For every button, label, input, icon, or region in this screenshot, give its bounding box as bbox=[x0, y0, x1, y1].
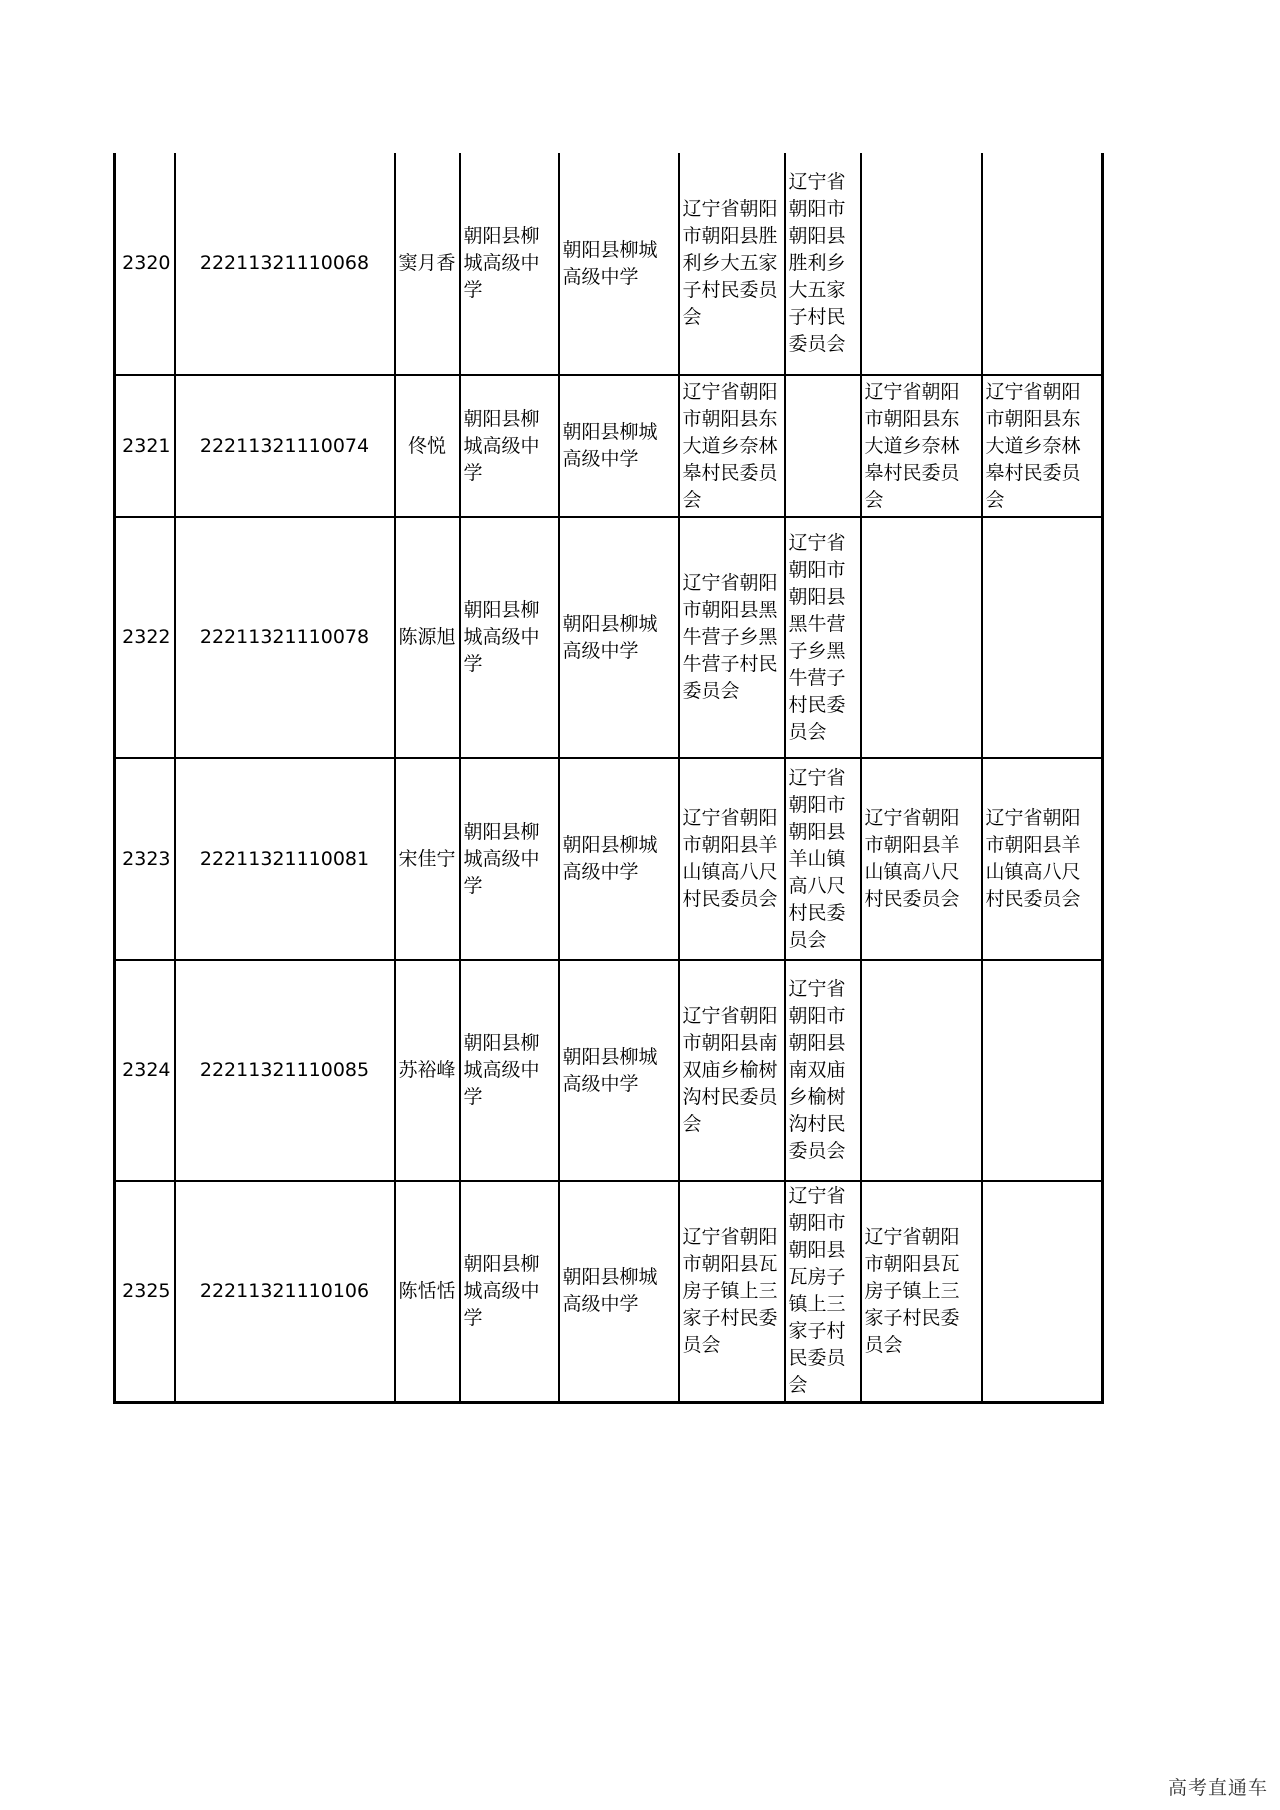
address-4-cell bbox=[982, 1181, 1103, 1402]
address-3-cell bbox=[861, 960, 982, 1181]
address-2-cell: 辽宁省朝阳市朝阳县羊山镇高八尺村民委员会 bbox=[785, 758, 861, 960]
address-2-cell bbox=[785, 375, 861, 517]
school-b-cell: 朝阳县柳城高级中学 bbox=[559, 153, 679, 375]
table-row bbox=[115, 517, 1103, 758]
candidate-id-cell: 22211321110106 bbox=[175, 1181, 395, 1402]
school-a-cell: 朝阳县柳城高级中学 bbox=[460, 960, 559, 1181]
footer-brand-watermark: 高考直通车 bbox=[1167, 1778, 1268, 1799]
address-4-cell bbox=[982, 960, 1103, 1181]
student-name-cell: 陈恬恬 bbox=[395, 1181, 460, 1402]
table-row bbox=[115, 153, 1103, 375]
table-row bbox=[115, 758, 1103, 960]
address-1-cell: 辽宁省朝阳市朝阳县瓦房子镇上三家子村民委员会 bbox=[679, 1181, 785, 1402]
school-b-cell: 朝阳县柳城高级中学 bbox=[559, 375, 679, 517]
student-name-cell: 陈源旭 bbox=[395, 517, 460, 758]
address-1-cell: 辽宁省朝阳市朝阳县南双庙乡榆树沟村民委员会 bbox=[679, 960, 785, 1181]
table-row bbox=[115, 960, 1103, 1181]
address-2-cell: 辽宁省朝阳市朝阳县黑牛营子乡黑牛营子村民委员会 bbox=[785, 517, 861, 758]
row-number-cell: 2323 bbox=[115, 758, 175, 960]
address-4-cell bbox=[982, 517, 1103, 758]
school-a-cell: 朝阳县柳城高级中学 bbox=[460, 153, 559, 375]
address-3-cell bbox=[861, 517, 982, 758]
table-row bbox=[115, 375, 1103, 517]
row-number-cell: 2324 bbox=[115, 960, 175, 1181]
address-4-cell bbox=[982, 153, 1103, 375]
row-number-cell: 2321 bbox=[115, 375, 175, 517]
address-3-cell bbox=[861, 153, 982, 375]
candidate-id-cell: 22211321110081 bbox=[175, 758, 395, 960]
student-roster-table bbox=[113, 153, 1104, 1404]
row-number-cell: 2320 bbox=[115, 153, 175, 375]
school-a-cell: 朝阳县柳城高级中学 bbox=[460, 1181, 559, 1402]
row-number-cell: 2325 bbox=[115, 1181, 175, 1402]
address-2-cell: 辽宁省朝阳市朝阳县南双庙乡榆树沟村民委员会 bbox=[785, 960, 861, 1181]
candidate-id-cell: 22211321110085 bbox=[175, 960, 395, 1181]
address-3-cell: 辽宁省朝阳市朝阳县羊山镇高八尺村民委员会 bbox=[861, 758, 982, 960]
school-a-cell: 朝阳县柳城高级中学 bbox=[460, 758, 559, 960]
address-2-cell: 辽宁省朝阳市朝阳县胜利乡大五家子村民委员会 bbox=[785, 153, 861, 375]
student-name-cell: 佟悦 bbox=[395, 375, 460, 517]
address-3-cell: 辽宁省朝阳市朝阳县东大道乡奈林皋村民委员会 bbox=[861, 375, 982, 517]
school-b-cell: 朝阳县柳城高级中学 bbox=[559, 517, 679, 758]
school-b-cell: 朝阳县柳城高级中学 bbox=[559, 758, 679, 960]
roster-body bbox=[115, 153, 1103, 1402]
row-number-cell: 2322 bbox=[115, 517, 175, 758]
address-1-cell: 辽宁省朝阳市朝阳县胜利乡大五家子村民委员会 bbox=[679, 153, 785, 375]
address-1-cell: 辽宁省朝阳市朝阳县黑牛营子乡黑牛营子村民委员会 bbox=[679, 517, 785, 758]
candidate-id-cell: 22211321110068 bbox=[175, 153, 395, 375]
address-4-cell: 辽宁省朝阳市朝阳县东大道乡奈林皋村民委员会 bbox=[982, 375, 1103, 517]
candidate-id-cell: 22211321110074 bbox=[175, 375, 395, 517]
student-name-cell: 苏裕峰 bbox=[395, 960, 460, 1181]
student-name-cell: 宋佳宁 bbox=[395, 758, 460, 960]
address-1-cell: 辽宁省朝阳市朝阳县羊山镇高八尺村民委员会 bbox=[679, 758, 785, 960]
address-1-cell: 辽宁省朝阳市朝阳县东大道乡奈林皋村民委员会 bbox=[679, 375, 785, 517]
address-4-cell: 辽宁省朝阳市朝阳县羊山镇高八尺村民委员会 bbox=[982, 758, 1103, 960]
table-row bbox=[115, 1181, 1103, 1402]
address-3-cell: 辽宁省朝阳市朝阳县瓦房子镇上三家子村民委员会 bbox=[861, 1181, 982, 1402]
school-a-cell: 朝阳县柳城高级中学 bbox=[460, 375, 559, 517]
school-b-cell: 朝阳县柳城高级中学 bbox=[559, 960, 679, 1181]
school-a-cell: 朝阳县柳城高级中学 bbox=[460, 517, 559, 758]
address-2-cell: 辽宁省朝阳市朝阳县瓦房子镇上三家子村民委员会 bbox=[785, 1181, 861, 1402]
school-b-cell: 朝阳县柳城高级中学 bbox=[559, 1181, 679, 1402]
candidate-id-cell: 22211321110078 bbox=[175, 517, 395, 758]
student-name-cell: 窦月香 bbox=[395, 153, 460, 375]
